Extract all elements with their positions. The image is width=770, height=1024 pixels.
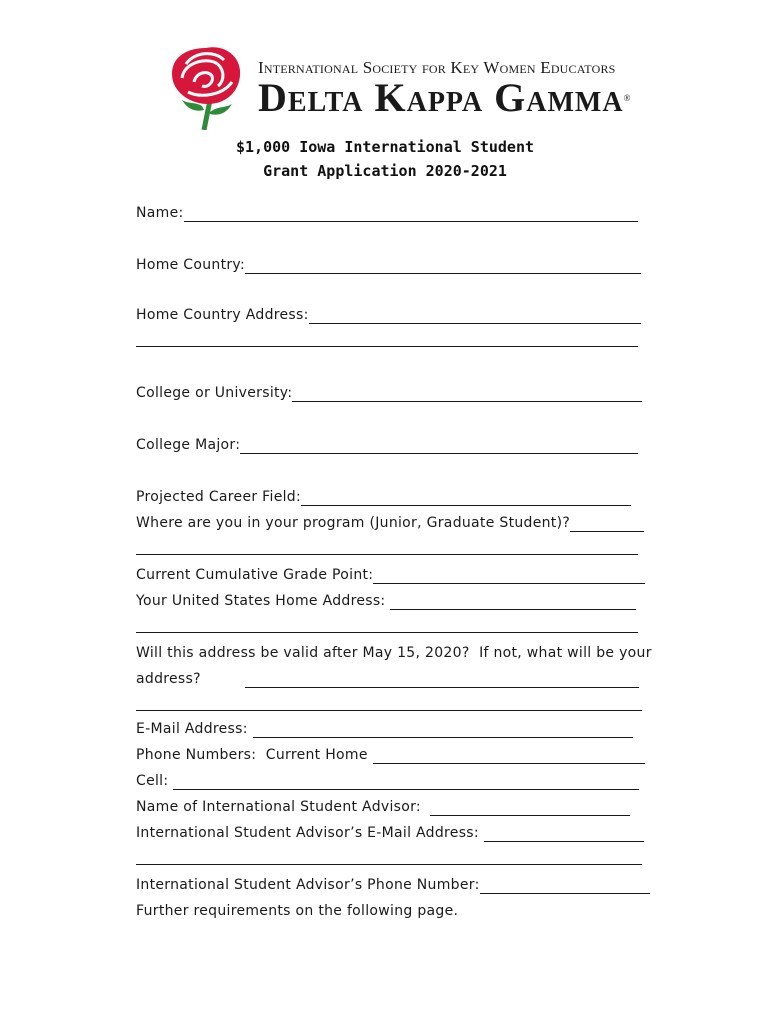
valid-question-row <box>136 644 652 662</box>
career-row <box>136 488 631 506</box>
advisor-phone-label: International Student Advisor’s Phone Number: <box>136 877 480 893</box>
gpa-row <box>136 566 645 584</box>
advisor-name-field[interactable] <box>430 801 630 816</box>
program-field-2[interactable] <box>136 540 638 555</box>
further-row <box>136 902 458 920</box>
us-address-label: Your United States Home Address: <box>136 593 391 609</box>
program-field[interactable] <box>570 517 644 532</box>
career-field[interactable] <box>301 491 631 506</box>
name-row <box>136 204 638 222</box>
rose-icon <box>166 42 246 130</box>
program-row <box>136 514 644 532</box>
advisor-name-label: Name of International Student Advisor: <box>136 799 431 815</box>
valid-question-label: Will this address be valid after May 15, 2020? If not, what will be your <box>136 645 652 661</box>
program-label: Where are you in your program (Junior, Graduate Student)? <box>136 515 571 531</box>
advisor-email-row-2 <box>136 850 642 865</box>
address-field-2[interactable] <box>136 696 642 711</box>
home-country-label: Home Country: <box>136 257 246 273</box>
page-title-line2: Grant Application 2020-2021 <box>263 162 507 180</box>
cell-row <box>136 772 639 790</box>
trademark: ® <box>623 93 632 103</box>
cell-label: Cell: <box>136 773 174 789</box>
major-field[interactable] <box>240 439 638 454</box>
us-address-field-2[interactable] <box>136 618 638 633</box>
advisor-email-field-2[interactable] <box>136 850 642 865</box>
org-name <box>258 76 631 120</box>
program-row-2 <box>136 540 638 555</box>
email-row <box>136 720 633 738</box>
name-label: Name: <box>136 205 184 221</box>
address-row-2 <box>136 696 642 711</box>
home-country-address-field-2[interactable] <box>136 332 638 347</box>
home-country-address-row <box>136 306 641 324</box>
advisor-email-field[interactable] <box>484 827 644 842</box>
address-label: address? <box>136 671 201 687</box>
org-tagline: International Society for Key Women Educators <box>258 58 616 77</box>
home-country-address-row-2 <box>136 332 638 347</box>
college-field[interactable] <box>292 387 642 402</box>
home-country-address-field[interactable] <box>309 309 641 324</box>
further-requirements-text: Further requirements on the following page. <box>136 903 459 919</box>
gpa-label: Current Cumulative Grade Point: <box>136 567 374 583</box>
org-name-text: Delta Kappa Gamma <box>258 75 624 120</box>
major-row <box>136 436 638 454</box>
phone-row <box>136 746 645 764</box>
home-country-address-label: Home Country Address: <box>136 307 309 323</box>
cell-field[interactable] <box>173 775 639 790</box>
advisor-phone-field[interactable] <box>480 879 650 894</box>
career-label: Projected Career Field: <box>136 489 302 505</box>
email-label: E-Mail Address: <box>136 721 253 737</box>
phone-label: Phone Numbers: Current Home <box>136 747 373 763</box>
phone-field[interactable] <box>373 749 645 764</box>
advisor-name-row <box>136 798 630 816</box>
name-field[interactable] <box>184 207 638 222</box>
address-row <box>136 670 639 688</box>
major-label: College Major: <box>136 437 241 453</box>
page-title-line1: $1,000 Iowa International Student <box>235 138 534 156</box>
college-label: College or University: <box>136 385 293 401</box>
us-address-row-2 <box>136 618 638 633</box>
college-row <box>136 384 642 402</box>
email-field[interactable] <box>253 723 633 738</box>
us-address-field[interactable] <box>390 595 636 610</box>
advisor-email-label: International Student Advisor’s E-Mail Address: <box>136 825 484 841</box>
advisor-phone-row <box>136 876 650 894</box>
gpa-field[interactable] <box>373 569 645 584</box>
home-country-field[interactable] <box>245 259 641 274</box>
advisor-email-row <box>136 824 644 842</box>
home-country-row <box>136 256 641 274</box>
us-address-row <box>136 592 636 610</box>
address-field[interactable] <box>245 673 639 688</box>
dkg-logo <box>166 42 656 132</box>
